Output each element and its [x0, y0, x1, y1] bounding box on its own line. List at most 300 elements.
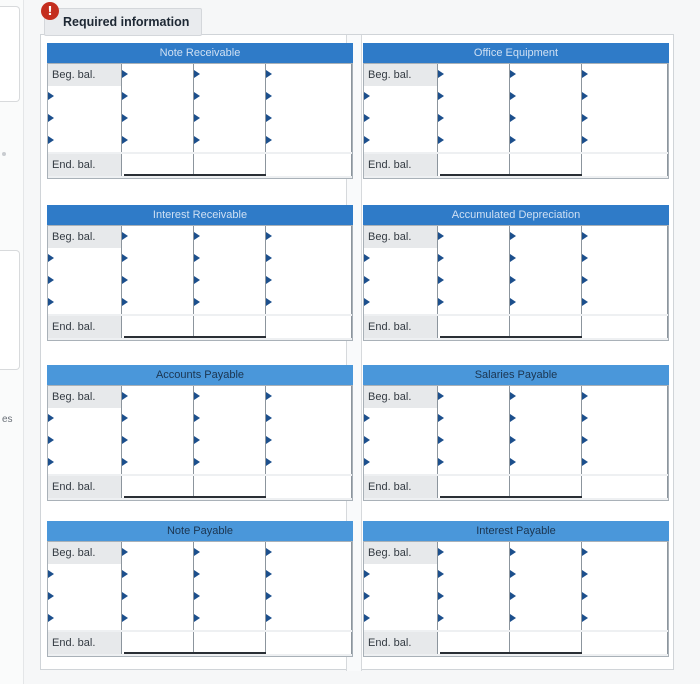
end-bal-text: End. bal. — [52, 321, 96, 333]
beg-bal-text: Beg. bal. — [368, 231, 412, 243]
account-name-dropdown[interactable] — [364, 564, 438, 586]
amount-input[interactable] — [266, 270, 352, 292]
amount-input[interactable] — [582, 586, 668, 608]
amount-input[interactable] — [510, 586, 582, 608]
amount-input[interactable] — [510, 632, 582, 654]
amount-input[interactable] — [266, 564, 352, 586]
account-grid — [363, 225, 669, 341]
dropdown-arrow-icon — [48, 458, 54, 466]
dropdown-arrow-icon — [510, 414, 516, 422]
amount-input[interactable] — [438, 564, 510, 586]
beg-bal-text: Beg. bal. — [368, 69, 412, 81]
amount-input[interactable] — [582, 408, 668, 430]
beg-bal-text: Beg. bal. — [52, 69, 96, 81]
dropdown-arrow-icon — [582, 414, 588, 422]
table-row — [364, 632, 668, 654]
table-row — [364, 86, 668, 108]
amount-input[interactable] — [194, 452, 266, 474]
amount-input[interactable] — [122, 542, 194, 564]
amount-input[interactable] — [266, 632, 352, 654]
dropdown-arrow-icon — [48, 298, 54, 306]
account-title: Interest Payable — [363, 521, 669, 541]
amount-input[interactable] — [582, 130, 668, 152]
dropdown-arrow-icon — [510, 614, 516, 622]
amount-input[interactable] — [122, 108, 194, 130]
left-panel-dot — [2, 152, 6, 156]
amount-input[interactable] — [122, 86, 194, 108]
account-grid — [47, 63, 353, 179]
dropdown-arrow-icon — [582, 114, 588, 122]
account-name-dropdown[interactable] — [48, 452, 122, 474]
dropdown-arrow-icon — [194, 276, 200, 284]
dropdown-arrow-icon — [122, 298, 128, 306]
amount-input[interactable] — [194, 64, 266, 86]
table-row — [48, 608, 352, 630]
dropdown-arrow-icon — [266, 436, 272, 444]
amount-input[interactable] — [266, 226, 352, 248]
amount-input[interactable] — [510, 86, 582, 108]
amount-input[interactable] — [194, 430, 266, 452]
amount-input[interactable] — [266, 586, 352, 608]
dropdown-arrow-icon — [364, 114, 370, 122]
account-name-dropdown[interactable] — [364, 586, 438, 608]
amount-input[interactable] — [438, 108, 510, 130]
table-row — [48, 226, 352, 248]
dropdown-arrow-icon — [364, 458, 370, 466]
amount-input[interactable] — [122, 408, 194, 430]
amount-input[interactable] — [510, 248, 582, 270]
dropdown-arrow-icon — [266, 592, 272, 600]
end-bal-label — [364, 632, 438, 654]
amount-input[interactable] — [194, 108, 266, 130]
dropdown-arrow-icon — [438, 276, 444, 284]
dropdown-arrow-icon — [194, 92, 200, 100]
dropdown-arrow-icon — [122, 436, 128, 444]
amount-input[interactable] — [266, 154, 352, 176]
amount-input[interactable] — [122, 248, 194, 270]
amount-input[interactable] — [122, 564, 194, 586]
dropdown-arrow-icon — [582, 70, 588, 78]
total-underline — [124, 174, 266, 176]
dropdown-arrow-icon — [122, 548, 128, 556]
account-name-dropdown[interactable] — [48, 408, 122, 430]
amount-input[interactable] — [438, 386, 510, 408]
amount-input[interactable] — [510, 226, 582, 248]
account-name-dropdown[interactable] — [48, 86, 122, 108]
dropdown-arrow-icon — [194, 232, 200, 240]
dropdown-arrow-icon — [194, 614, 200, 622]
end-bal-text: End. bal. — [52, 481, 96, 493]
table-row — [48, 386, 352, 408]
amount-input[interactable] — [122, 64, 194, 86]
amount-input[interactable] — [266, 386, 352, 408]
end-bal-text: End. bal. — [52, 637, 96, 649]
amount-input[interactable] — [266, 542, 352, 564]
amount-input[interactable] — [582, 386, 668, 408]
dropdown-arrow-icon — [582, 548, 588, 556]
dropdown-arrow-icon — [438, 570, 444, 578]
amount-input[interactable] — [122, 632, 194, 654]
account-name-dropdown[interactable] — [364, 130, 438, 152]
account-name-dropdown[interactable] — [364, 452, 438, 474]
amount-input[interactable] — [266, 452, 352, 474]
amount-input[interactable] — [266, 608, 352, 630]
account-name-dropdown[interactable] — [48, 292, 122, 314]
dropdown-arrow-icon — [48, 414, 54, 422]
amount-input[interactable] — [122, 430, 194, 452]
account-grid — [363, 541, 669, 657]
amount-input[interactable] — [122, 154, 194, 176]
amount-input[interactable] — [194, 130, 266, 152]
dropdown-arrow-icon — [122, 458, 128, 466]
amount-input[interactable] — [510, 386, 582, 408]
beg-bal-label — [48, 226, 122, 248]
dropdown-arrow-icon — [122, 414, 128, 422]
amount-input[interactable] — [438, 226, 510, 248]
amount-input[interactable] — [510, 430, 582, 452]
account-grid — [47, 225, 353, 341]
dropdown-arrow-icon — [266, 276, 272, 284]
amount-input[interactable] — [582, 86, 668, 108]
amount-input[interactable] — [510, 270, 582, 292]
amount-input[interactable] — [122, 316, 194, 338]
amount-input[interactable] — [582, 108, 668, 130]
table-row — [364, 586, 668, 608]
total-underline — [440, 652, 582, 654]
beg-bal-label — [48, 386, 122, 408]
dropdown-arrow-icon — [266, 70, 272, 78]
amount-input[interactable] — [438, 452, 510, 474]
account-name-dropdown[interactable] — [48, 130, 122, 152]
dropdown-arrow-icon — [438, 298, 444, 306]
dropdown-arrow-icon — [438, 592, 444, 600]
account-name-dropdown[interactable] — [48, 586, 122, 608]
amount-input[interactable] — [266, 408, 352, 430]
amount-input[interactable] — [122, 130, 194, 152]
account-name-dropdown[interactable] — [364, 108, 438, 130]
table-row — [364, 608, 668, 630]
account-name-dropdown[interactable] — [48, 248, 122, 270]
end-bal-label — [48, 632, 122, 654]
beg-bal-text: Beg. bal. — [52, 231, 96, 243]
amount-input[interactable] — [582, 154, 668, 176]
amount-input[interactable] — [122, 292, 194, 314]
account-name-dropdown[interactable] — [364, 430, 438, 452]
dropdown-arrow-icon — [510, 592, 516, 600]
table-row — [48, 270, 352, 292]
amount-input[interactable] — [194, 564, 266, 586]
dropdown-arrow-icon — [438, 614, 444, 622]
amount-input[interactable] — [194, 632, 266, 654]
t-account-interest-receivable — [47, 205, 353, 355]
dropdown-arrow-icon — [48, 570, 54, 578]
amount-input[interactable] — [582, 542, 668, 564]
amount-input[interactable] — [194, 86, 266, 108]
amount-input[interactable] — [582, 476, 668, 498]
amount-input[interactable] — [510, 130, 582, 152]
amount-input[interactable] — [438, 430, 510, 452]
beg-bal-text: Beg. bal. — [368, 547, 412, 559]
table-row — [48, 292, 352, 314]
dropdown-arrow-icon — [364, 414, 370, 422]
account-name-dropdown[interactable] — [48, 270, 122, 292]
account-title: Salaries Payable — [363, 365, 669, 385]
left-panel-card-2 — [0, 250, 20, 370]
dropdown-arrow-icon — [122, 92, 128, 100]
amount-input[interactable] — [438, 608, 510, 630]
dropdown-arrow-icon — [122, 232, 128, 240]
dropdown-arrow-icon — [122, 392, 128, 400]
total-underline — [124, 652, 266, 654]
amount-input[interactable] — [194, 248, 266, 270]
dropdown-arrow-icon — [194, 458, 200, 466]
dropdown-arrow-icon — [122, 276, 128, 284]
dropdown-arrow-icon — [364, 570, 370, 578]
dropdown-arrow-icon — [266, 254, 272, 262]
dropdown-arrow-icon — [194, 392, 200, 400]
amount-input[interactable] — [122, 386, 194, 408]
amount-input[interactable] — [438, 64, 510, 86]
amount-input[interactable] — [582, 248, 668, 270]
dropdown-arrow-icon — [122, 592, 128, 600]
amount-input[interactable] — [122, 608, 194, 630]
account-grid — [47, 541, 353, 657]
amount-input[interactable] — [582, 226, 668, 248]
dropdown-arrow-icon — [582, 92, 588, 100]
table-row — [364, 130, 668, 152]
amount-input[interactable] — [510, 608, 582, 630]
dropdown-arrow-icon — [510, 232, 516, 240]
dropdown-arrow-icon — [510, 114, 516, 122]
amount-input[interactable] — [194, 270, 266, 292]
amount-input[interactable] — [582, 316, 668, 338]
amount-input[interactable] — [510, 154, 582, 176]
amount-input[interactable] — [266, 64, 352, 86]
amount-input[interactable] — [438, 130, 510, 152]
amount-input[interactable] — [194, 542, 266, 564]
amount-input[interactable] — [194, 226, 266, 248]
table-row — [364, 64, 668, 86]
amount-input[interactable] — [510, 542, 582, 564]
amount-input[interactable] — [438, 632, 510, 654]
total-underline — [440, 336, 582, 338]
amount-input[interactable] — [266, 316, 352, 338]
dropdown-arrow-icon — [48, 114, 54, 122]
dropdown-arrow-icon — [364, 614, 370, 622]
amount-input[interactable] — [194, 386, 266, 408]
dropdown-arrow-icon — [510, 392, 516, 400]
amount-input[interactable] — [438, 270, 510, 292]
table-row — [48, 476, 352, 498]
amount-input[interactable] — [510, 408, 582, 430]
table-row — [48, 108, 352, 130]
dropdown-arrow-icon — [48, 276, 54, 284]
amount-input[interactable] — [510, 292, 582, 314]
amount-input[interactable] — [266, 430, 352, 452]
left-panel-fragment: es — [2, 414, 13, 425]
account-name-dropdown[interactable] — [364, 248, 438, 270]
dropdown-arrow-icon — [438, 70, 444, 78]
dropdown-arrow-icon — [438, 254, 444, 262]
account-name-dropdown[interactable] — [364, 270, 438, 292]
dropdown-arrow-icon — [122, 136, 128, 144]
amount-input[interactable] — [438, 292, 510, 314]
amount-input[interactable] — [582, 270, 668, 292]
dropdown-arrow-icon — [194, 548, 200, 556]
dropdown-arrow-icon — [266, 136, 272, 144]
amount-input[interactable] — [122, 226, 194, 248]
amount-input[interactable] — [582, 452, 668, 474]
amount-input[interactable] — [510, 564, 582, 586]
beg-bal-label — [364, 64, 438, 86]
table-row — [48, 452, 352, 474]
amount-input[interactable] — [510, 476, 582, 498]
t-account-interest-payable — [363, 521, 669, 671]
beg-bal-text: Beg. bal. — [52, 547, 96, 559]
amount-input[interactable] — [438, 248, 510, 270]
amount-input[interactable] — [266, 130, 352, 152]
amount-input[interactable] — [194, 608, 266, 630]
dropdown-arrow-icon — [364, 592, 370, 600]
dropdown-arrow-icon — [438, 414, 444, 422]
amount-input[interactable] — [438, 408, 510, 430]
dropdown-arrow-icon — [510, 136, 516, 144]
amount-input[interactable] — [438, 316, 510, 338]
table-row — [364, 452, 668, 474]
amount-input[interactable] — [122, 452, 194, 474]
account-title: Accumulated Depreciation — [363, 205, 669, 225]
amount-input[interactable] — [510, 452, 582, 474]
amount-input[interactable] — [122, 586, 194, 608]
amount-input[interactable] — [266, 248, 352, 270]
dropdown-arrow-icon — [122, 114, 128, 122]
dropdown-arrow-icon — [48, 614, 54, 622]
account-name-dropdown[interactable] — [48, 564, 122, 586]
amount-input[interactable] — [438, 586, 510, 608]
dropdown-arrow-icon — [194, 298, 200, 306]
amount-input[interactable] — [194, 586, 266, 608]
beg-bal-label — [48, 542, 122, 564]
end-bal-label — [364, 154, 438, 176]
account-grid — [363, 63, 669, 179]
end-bal-label — [48, 476, 122, 498]
dropdown-arrow-icon — [364, 436, 370, 444]
amount-input[interactable] — [510, 64, 582, 86]
amount-input[interactable] — [582, 608, 668, 630]
table-row — [364, 316, 668, 338]
dropdown-arrow-icon — [266, 614, 272, 622]
amount-input[interactable] — [266, 476, 352, 498]
dropdown-arrow-icon — [48, 254, 54, 262]
account-name-dropdown[interactable] — [364, 292, 438, 314]
end-bal-label — [48, 154, 122, 176]
amount-input[interactable] — [194, 476, 266, 498]
dropdown-arrow-icon — [266, 548, 272, 556]
account-name-dropdown[interactable] — [364, 608, 438, 630]
table-row — [364, 386, 668, 408]
account-name-dropdown[interactable] — [364, 86, 438, 108]
amount-input[interactable] — [438, 86, 510, 108]
account-name-dropdown[interactable] — [364, 408, 438, 430]
amount-input[interactable] — [194, 292, 266, 314]
amount-input[interactable] — [194, 408, 266, 430]
exclamation-icon: ! — [41, 2, 59, 20]
account-name-dropdown[interactable] — [48, 108, 122, 130]
total-underline — [124, 336, 266, 338]
beg-bal-label — [364, 386, 438, 408]
amount-input[interactable] — [438, 542, 510, 564]
account-grid — [363, 385, 669, 501]
table-row — [364, 248, 668, 270]
amount-input[interactable] — [438, 154, 510, 176]
amount-input[interactable] — [582, 564, 668, 586]
end-bal-text: End. bal. — [368, 321, 412, 333]
dropdown-arrow-icon — [582, 254, 588, 262]
required-information-banner — [44, 4, 202, 36]
t-account-note-receivable — [47, 43, 353, 193]
amount-input[interactable] — [582, 292, 668, 314]
dropdown-arrow-icon — [266, 298, 272, 306]
amount-input[interactable] — [266, 108, 352, 130]
dropdown-arrow-icon — [510, 458, 516, 466]
dropdown-arrow-icon — [582, 570, 588, 578]
dropdown-arrow-icon — [266, 458, 272, 466]
dropdown-arrow-icon — [48, 92, 54, 100]
table-row — [364, 430, 668, 452]
dropdown-arrow-icon — [582, 458, 588, 466]
dropdown-arrow-icon — [122, 254, 128, 262]
amount-input[interactable] — [582, 64, 668, 86]
amount-input[interactable] — [582, 430, 668, 452]
amount-input[interactable] — [122, 270, 194, 292]
amount-input[interactable] — [438, 476, 510, 498]
amount-input[interactable] — [194, 154, 266, 176]
amount-input[interactable] — [122, 476, 194, 498]
dropdown-arrow-icon — [510, 548, 516, 556]
dropdown-arrow-icon — [510, 276, 516, 284]
table-row — [364, 408, 668, 430]
dropdown-arrow-icon — [48, 436, 54, 444]
end-bal-text: End. bal. — [52, 159, 96, 171]
account-title: Note Payable — [47, 521, 353, 541]
dropdown-arrow-icon — [266, 414, 272, 422]
amount-input[interactable] — [510, 108, 582, 130]
table-row — [48, 564, 352, 586]
amount-input[interactable] — [194, 316, 266, 338]
dropdown-arrow-icon — [582, 298, 588, 306]
end-bal-text: End. bal. — [368, 159, 412, 171]
amount-input[interactable] — [266, 86, 352, 108]
dropdown-arrow-icon — [438, 436, 444, 444]
total-underline — [440, 496, 582, 498]
table-row — [48, 64, 352, 86]
amount-input[interactable] — [266, 292, 352, 314]
dropdown-arrow-icon — [364, 298, 370, 306]
table-row — [48, 86, 352, 108]
table-row — [364, 226, 668, 248]
amount-input[interactable] — [510, 316, 582, 338]
table-row — [364, 154, 668, 176]
account-name-dropdown[interactable] — [48, 430, 122, 452]
t-account-salaries-payable — [363, 365, 669, 515]
account-name-dropdown[interactable] — [48, 608, 122, 630]
dropdown-arrow-icon — [582, 136, 588, 144]
beg-bal-text: Beg. bal. — [368, 391, 412, 403]
amount-input[interactable] — [582, 632, 668, 654]
left-panel-card — [0, 6, 20, 102]
dropdown-arrow-icon — [510, 254, 516, 262]
end-bal-label — [364, 476, 438, 498]
